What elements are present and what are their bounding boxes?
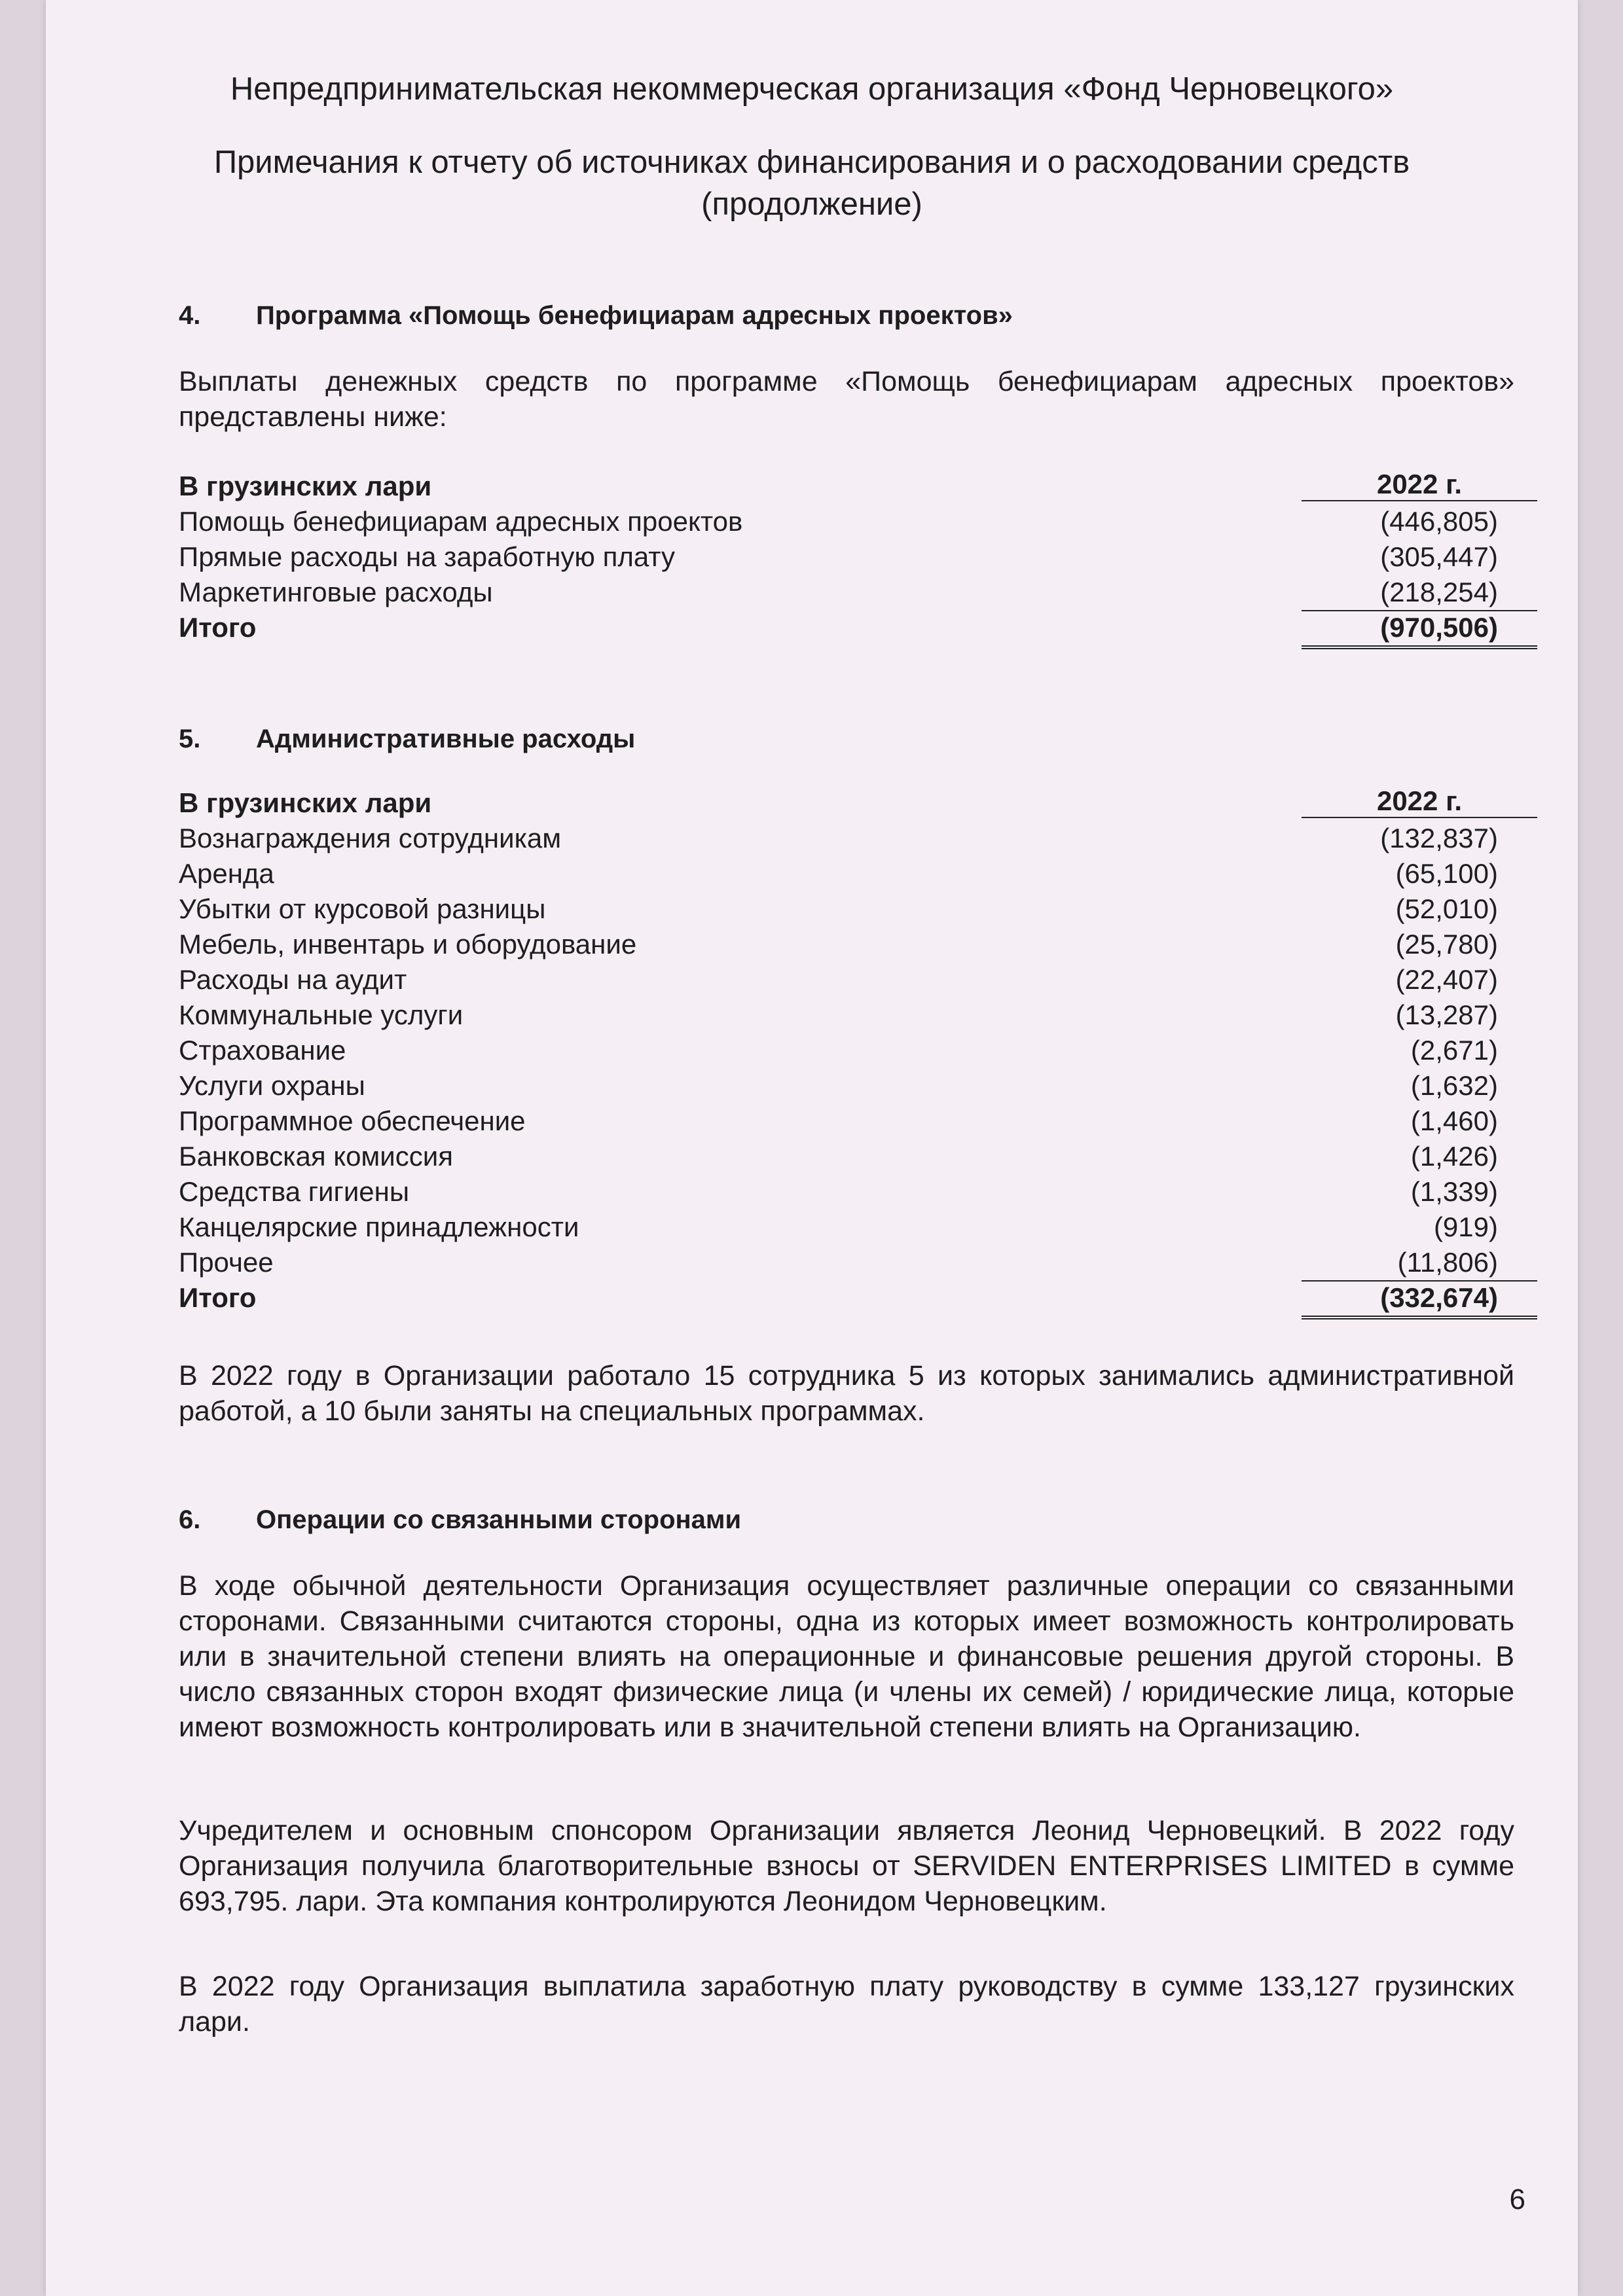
section-6-title: Операции со связанными сторонами <box>256 1505 742 1534</box>
document-page <box>46 0 1578 2296</box>
row-value: (1,339) <box>1410 1176 1498 1207</box>
row-label: Прочее <box>179 1247 274 1278</box>
row-label: Коммунальные услуги <box>179 999 464 1030</box>
currency-label: В грузинских лари <box>179 471 432 501</box>
table-row <box>179 891 1537 927</box>
row-value: (11,806) <box>1302 1245 1537 1282</box>
row-label: Прямые расходы на заработную плату <box>179 541 675 572</box>
row-value: (52,010) <box>1395 893 1498 924</box>
section-6-heading <box>179 1503 741 1537</box>
row-value: (65,100) <box>1395 858 1498 889</box>
total-value: (332,674) <box>1302 1280 1537 1319</box>
table-row <box>179 504 1537 539</box>
section-6-number: 6. <box>179 1505 201 1534</box>
year-header: 2022 г. <box>1302 469 1537 501</box>
row-label: Канцелярские принадлежности <box>179 1211 579 1242</box>
total-value: (970,506) <box>1302 610 1537 649</box>
row-label: Мебель, инвентарь и оборудование <box>179 929 637 960</box>
row-label: Убытки от курсовой разницы <box>179 893 546 924</box>
table-row <box>179 1033 1537 1068</box>
row-label: Помощь бенефициарам адресных проектов <box>179 506 743 537</box>
table-total-row <box>179 1280 1537 1316</box>
section-4-title: Программа «Помощь бенефициарам адресных проектов» <box>256 301 1013 330</box>
table-row <box>179 1139 1537 1174</box>
row-label: Программное обеспечение <box>179 1105 526 1136</box>
row-value: (2,671) <box>1410 1035 1498 1066</box>
section-4-table <box>179 469 1537 645</box>
row-value: (1,632) <box>1410 1070 1498 1101</box>
row-label: Расходы на аудит <box>179 964 407 995</box>
section-5-heading <box>179 722 635 756</box>
table-header-row <box>179 469 1537 504</box>
row-value: (218,254) <box>1302 575 1537 611</box>
table-row <box>179 821 1537 856</box>
page-number: 6 <box>1509 2183 1525 2215</box>
row-value: (1,426) <box>1410 1141 1498 1172</box>
year-header: 2022 г. <box>1302 785 1537 818</box>
section-4-intro: Выплаты денежных средств по программе «Помощь бенефициарам адресных проектов» представлены ниже: <box>179 366 1514 433</box>
table-row <box>179 962 1537 997</box>
document-title <box>46 141 1578 225</box>
row-value: (25,780) <box>1395 929 1498 960</box>
document-title-line1: Примечания к отчету об источниках финансирования и о расходовании средств <box>213 145 1410 180</box>
row-label: Средства гигиены <box>179 1176 410 1207</box>
table-header-row <box>179 785 1537 821</box>
row-value: (132,837) <box>1380 823 1498 853</box>
row-label: Страхование <box>179 1035 346 1066</box>
total-label: Итого <box>179 1282 257 1313</box>
section-5-note: В 2022 году в Организации работало 15 сотрудника 5 из которых занимались административной работой, а 10 были заняты на специальных программах. <box>179 1360 1514 1427</box>
table-row <box>179 539 1537 575</box>
section-6-paragraph-2: Учредителем и основным спонсором Организации является Леонид Черновецкий. В 2022 году Организация получила благотворительные взносы от SERVIDEN ENTERPRISES LIMITED в сумме 693,795. лари. Эта компания контролируются Леонидом Черновецким. <box>179 1815 1514 1917</box>
document-title-line2: (продолжение) <box>701 187 922 222</box>
row-label: Услуги охраны <box>179 1070 365 1101</box>
row-value: (22,407) <box>1395 964 1498 995</box>
table-row <box>179 997 1537 1033</box>
table-row <box>179 1103 1537 1139</box>
section-5-title: Административные расходы <box>256 725 636 753</box>
table-row <box>179 1210 1537 1245</box>
total-label: Итого <box>179 612 257 643</box>
section-4-number: 4. <box>179 301 201 330</box>
section-6-paragraph-3: В 2022 году Организация выплатила заработную плату руководству в сумме 133,127 грузинских лари. <box>179 1971 1514 2037</box>
table-row <box>179 1174 1537 1210</box>
section-4-heading <box>179 298 1013 332</box>
table-row <box>179 1068 1537 1103</box>
row-value: (446,805) <box>1380 506 1498 537</box>
row-label: Аренда <box>179 858 274 889</box>
currency-label: В грузинских лари <box>179 787 432 818</box>
table-row <box>179 575 1537 610</box>
section-5-number: 5. <box>179 725 201 753</box>
row-label: Вознаграждения сотрудникам <box>179 823 562 853</box>
row-value: (305,447) <box>1380 541 1498 572</box>
section-5-table <box>179 785 1537 1316</box>
table-row <box>179 1245 1537 1280</box>
row-value: (919) <box>1433 1211 1498 1242</box>
row-label: Банковская комиссия <box>179 1141 453 1172</box>
organization-title: Непредпринимательская некоммерческая организация «Фонд Черновецкого» <box>230 71 1394 107</box>
table-row <box>179 856 1537 891</box>
row-label: Маркетинговые расходы <box>179 577 493 607</box>
row-value: (13,287) <box>1395 999 1498 1030</box>
table-total-row <box>179 610 1537 645</box>
section-6-paragraph-1: В ходе обычной деятельности Организация осуществляет различные операции со связанными сторонами. Связанными считаются стороны, одна из которых имеет возможность контролировать или в значительной степени влиять на операционные и финансовые решения другой стороны. В число связанных сторон входят физические лица (и члены их семей) / юридические лица, которые имеют возможность контролировать или в значительной степени влиять на Организацию. <box>179 1570 1514 1743</box>
row-value: (1,460) <box>1410 1105 1498 1136</box>
table-row <box>179 927 1537 962</box>
